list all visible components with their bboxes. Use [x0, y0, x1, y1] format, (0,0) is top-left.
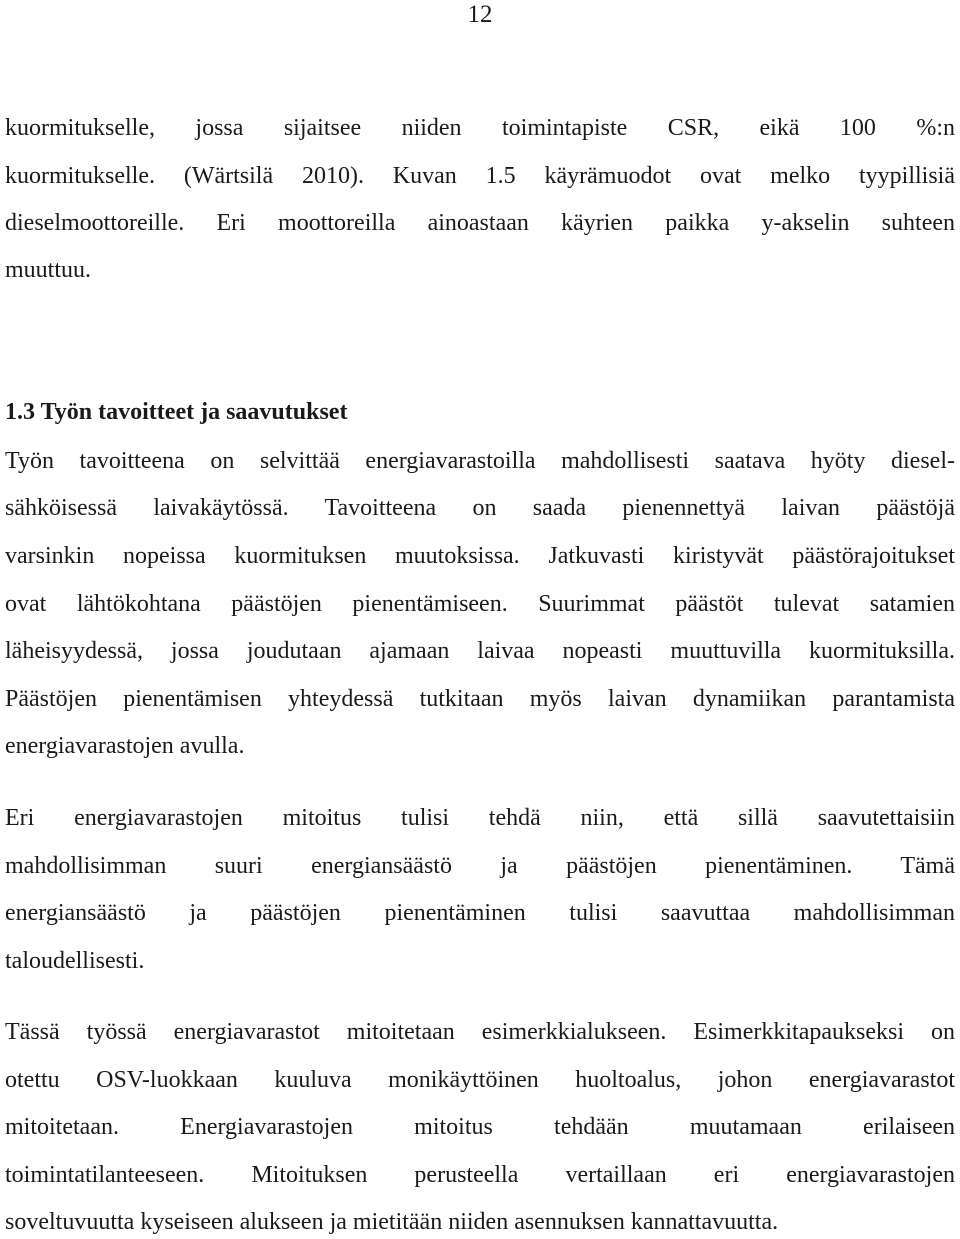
text-line: kuormitukselle. (Wärtsilä 2010). Kuvan 1.5 käyrämuodot ovat melko tyypillisiä — [5, 163, 955, 189]
text-line: varsinkin nopeissa kuormituksen muutoksissa. Jatkuvasti kiristyvät päästörajoitukset — [5, 543, 955, 569]
text-line: Työn tavoitteena on selvittää energiavarastoilla mahdollisesti saatava hyöty diesel- — [5, 448, 955, 474]
text-line: läheisyydessä, jossa joudutaan ajamaan laivaa nopeasti muuttuvilla kuormituksilla. — [5, 638, 955, 664]
text-line: toimintatilanteeseen. Mitoituksen perusteella vertaillaan eri energiavarastojen — [5, 1162, 955, 1188]
text-line: muuttuu. — [5, 257, 92, 283]
section-heading: 1.3 Työn tavoitteet ja saavutukset — [5, 399, 348, 425]
text-line: taloudellisesti. — [5, 948, 145, 974]
text-line: Päästöjen pienentämisen yhteydessä tutkitaan myös laivan dynamiikan parantamista — [5, 686, 955, 712]
text-line: energiansäästö ja päästöjen pienentäminen tulisi saavuttaa mahdollisimman — [5, 900, 955, 926]
text-line: energiavarastojen avulla. — [5, 733, 245, 759]
text-line: sähköisessä laivakäytössä. Tavoitteena on saada pienennettyä laivan päästöjä — [5, 495, 955, 521]
text-line: dieselmoottoreille. Eri moottoreilla ainoastaan käyrien paikka y-akselin suhteen — [5, 210, 955, 236]
text-line: Eri energiavarastojen mitoitus tulisi tehdä niin, että sillä saavutettaisiin — [5, 805, 955, 831]
text-line: mitoitetaan. Energiavarastojen mitoitus tehdään muutamaan erilaiseen — [5, 1114, 955, 1140]
text-line: kuormitukselle, jossa sijaitsee niiden toimintapiste CSR, eikä 100 %:n — [5, 115, 955, 141]
text-line: Tässä työssä energiavarastot mitoitetaan esimerkkialukseen. Esimerkkitapaukseksi on — [5, 1019, 955, 1045]
text-line: otettu OSV-luokkaan kuuluva monikäyttöinen huoltoalus, johon energiavarastot — [5, 1067, 955, 1093]
text-line: mahdollisimman suuri energiansäästö ja päästöjen pienentäminen. Tämä — [5, 853, 955, 879]
text-line: soveltuvuutta kyseiseen alukseen ja mietitään niiden asennuksen kannattavuutta. — [5, 1209, 779, 1235]
page-number: 12 — [467, 1, 493, 28]
text-line: ovat lähtökohtana päästöjen pienentämiseen. Suurimmat päästöt tulevat satamien — [5, 591, 955, 617]
